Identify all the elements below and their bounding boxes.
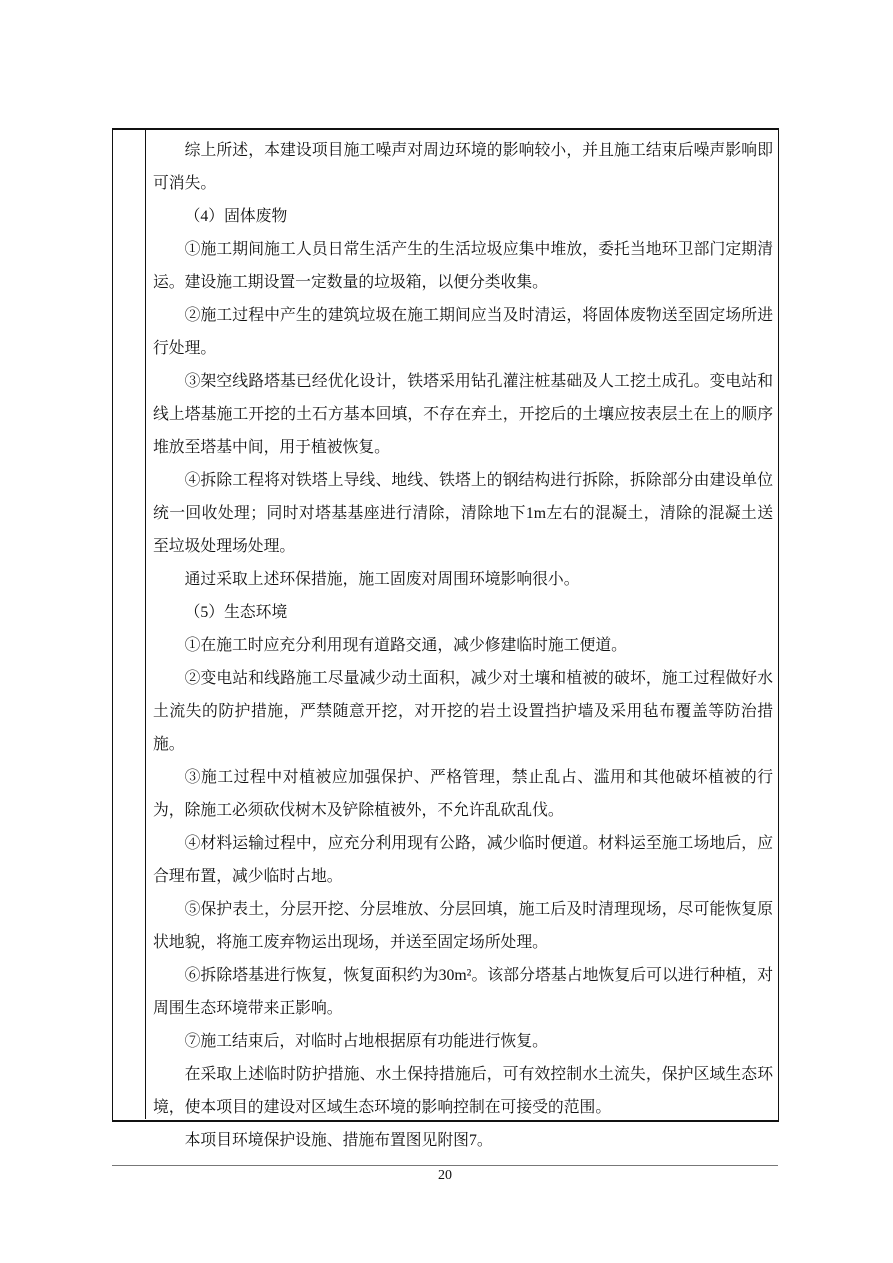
body-paragraph: ⑥拆除塔基进行恢复，恢复面积约为30m²。该部分塔基占地恢复后可以进行种植，对周围生态环境带来正影响。	[153, 967, 773, 1017]
body-paragraph: 本项目环境保护设施、措施布置图见附图7。	[184, 1132, 493, 1149]
table-content-cell	[153, 134, 773, 1157]
body-paragraph: ①在施工时应充分利用现有道路交通，减少修建临时施工便道。	[184, 637, 627, 654]
body-paragraph: 综上所述，本建设项目施工噪声对周边环境的影响较小，并且施工结束后噪声影响即可消失。	[153, 142, 773, 192]
page-number: 20	[438, 1168, 452, 1183]
body-paragraph: ④材料运输过程中，应充分利用现有公路，减少临时便道。材料运至施工场地后，应合理布置，减少临时占地。	[153, 835, 773, 885]
section-heading: （4）固体废物	[184, 208, 288, 225]
body-paragraph: ①施工期间施工人员日常生活产生的生活垃圾应集中堆放，委托当地环卫部门定期清运。建设施工期设置一定数量的垃圾箱，以便分类收集。	[153, 241, 773, 291]
footer-rule	[112, 1165, 778, 1166]
body-paragraph: ②变电站和线路施工尽量减少动土面积，减少对土壤和植被的破坏，施工过程做好水土流失的防护措施，严禁随意开挖，对开挖的岩土设置挡护墙及采用毡布覆盖等防治措施。	[153, 670, 773, 753]
body-paragraph: ③架空线路塔基已经优化设计，铁塔采用钻孔灌注桩基础及人工挖土成孔。变电站和线上塔基施工开挖的土石方基本回填，不存在弃土，开挖后的土壤应按表层土在上的顺序堆放至塔基中间，用于植被恢复。	[153, 373, 773, 456]
body-paragraph: ⑤保护表土，分层开挖、分层堆放、分层回填，施工后及时清理现场，尽可能恢复原状地貌，将施工废弃物运出现场，并送至固定场所处理。	[153, 901, 773, 951]
body-paragraph: ③施工过程中对植被应加强保护、严格管理，禁止乱占、滥用和其他破坏植被的行为，除施工必须砍伐树木及铲除植被外，不允许乱砍乱伐。	[153, 769, 773, 819]
body-paragraph: ②施工过程中产生的建筑垃圾在施工期间应当及时清运，将固体废物送至固定场所进行处理。	[153, 307, 773, 357]
left-column-divider	[145, 129, 146, 1119]
body-paragraph: 在采取上述临时防护措施、水土保持措施后，可有效控制水土流失，保护区域生态环境，使本项目的建设对区域生态环境的影响控制在可接受的范围。	[153, 1066, 773, 1116]
body-paragraph: ⑦施工结束后，对临时占地根据原有功能进行恢复。	[184, 1033, 548, 1050]
section-heading: （5）生态环境	[184, 604, 288, 621]
body-paragraph: ④拆除工程将对铁塔上导线、地线、铁塔上的钢结构进行拆除，拆除部分由建设单位统一回收处理；同时对塔基基座进行清除，清除地下1m左右的混凝土，清除的混凝土送至垃圾处理场处理。	[153, 472, 773, 555]
body-paragraph: 通过采取上述环保措施，施工固废对周围环境影响很小。	[184, 571, 580, 588]
